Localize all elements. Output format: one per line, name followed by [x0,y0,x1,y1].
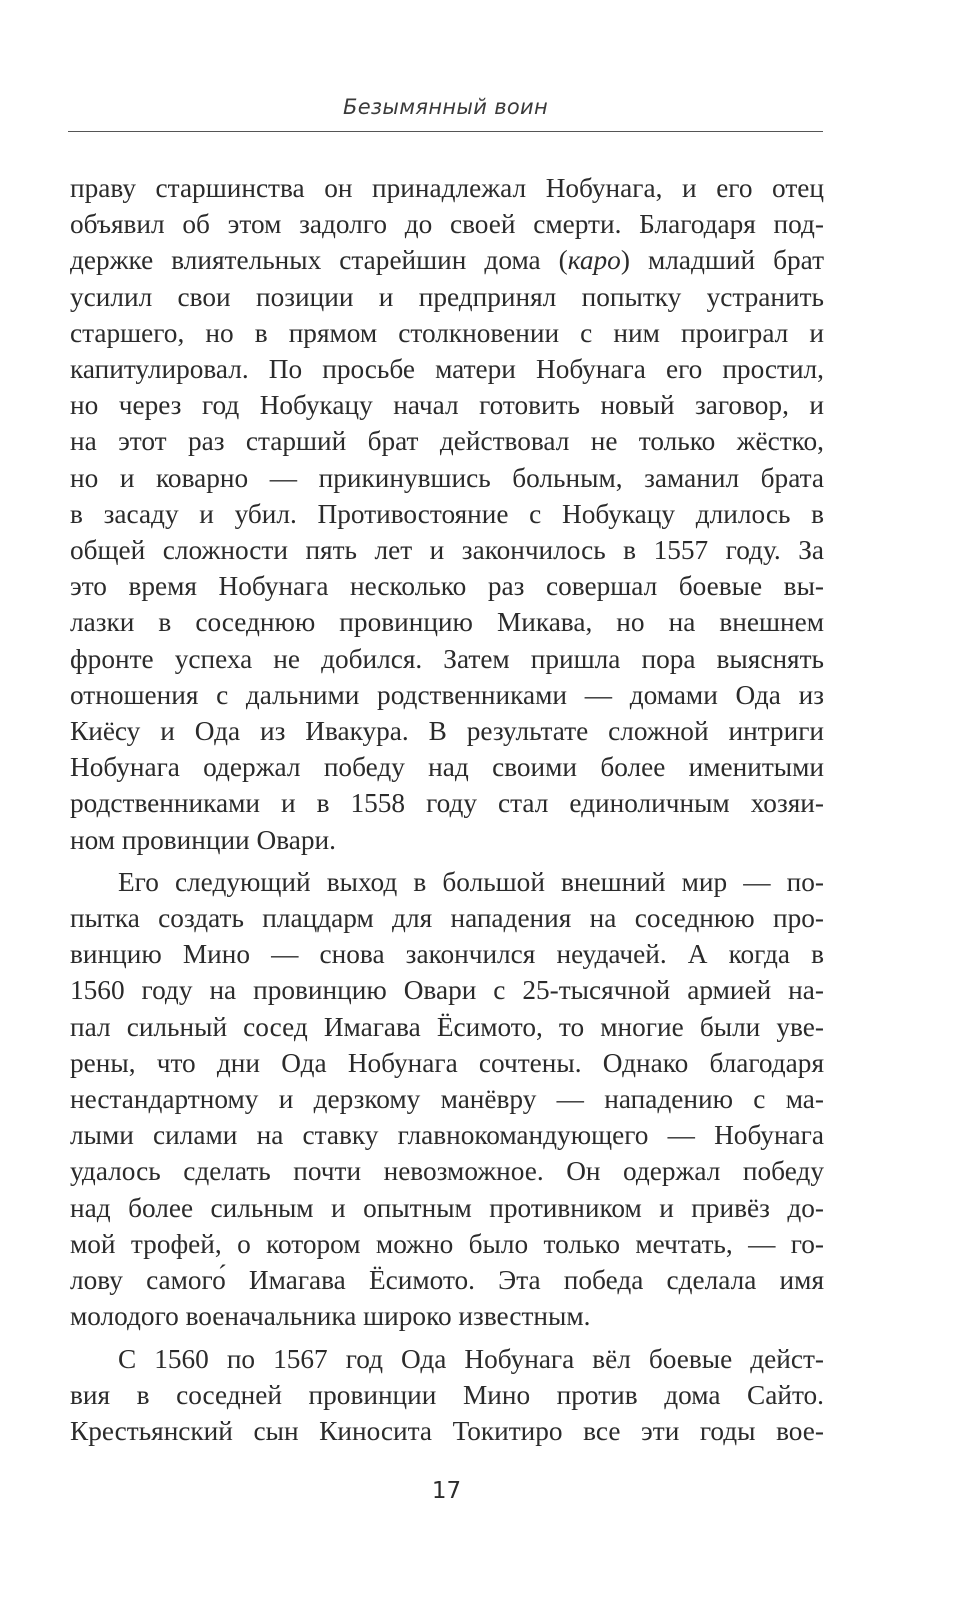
text-line: лазки в соседнюю провинцию Микава, но на внешнем [70,607,824,638]
text-line: праву старшинства он принадлежал Нобунага, и его отец [70,173,824,203]
paragraph [70,170,824,858]
text-line: мой трофей, о котором можно было только мечтать, — го- [70,1228,824,1259]
text-line: лову самого́ Имагава Ёсимото. Эта победа сделала имя [70,1265,824,1296]
text-line: лыми силами на ставку главнокомандующего — Нобунага [70,1120,824,1151]
paragraph [70,1341,824,1450]
text-line: удалось сделать почти невозможное. Он одержал победу [70,1156,824,1187]
text-line: но через год Нобукацу начал готовить новый заговор, и [70,390,824,421]
text-line: но и коварно — прикинувшись больным, заманил брата [70,462,824,493]
text-line: молодого военачальника широко известным. [70,1301,591,1332]
text-line: держке влиятельных старейшин дома (каро) младший брат [70,245,824,276]
text-line: над более сильным и опытным противником и привёз до- [70,1192,824,1223]
text-line: ном провинции Овари. [70,824,336,855]
text-line: нестандартному и дерзкому манёвру — нападению с ма- [70,1084,824,1115]
text-line: общей сложности пять лет и закончилось в 1557 году. За [70,535,824,566]
text-line: вия в соседней провинции Мино против дома Сайто. [70,1379,824,1410]
paragraph [70,864,824,1335]
header-rule [68,131,823,132]
text-line: капитулировал. По просьбе матери Нобунага его простил, [70,354,824,385]
italic-term: каро [567,245,621,276]
text-line: Его следующий выход в большой внешний мир — по- [118,866,824,897]
text-line: в засаду и убил. Противостояние с Нобукацу длилось в [70,498,824,529]
text-line: рены, что дни Ода Нобунага сочтены. Однако благодаря [70,1047,824,1078]
text-line: усилил свои позиции и предпринял попытку устранить [70,281,824,312]
text-line: винцию Мино — снова закончился неудачей. А когда в [70,939,824,970]
text-line: пал сильный сосед Имагава Ёсимото, то многие были уве- [70,1011,824,1042]
text-line: фронте успеха не добился. Затем пришла пора выяснять [70,643,824,674]
text-line: родственниками и в 1558 году стал единоличным хозяи- [70,788,824,819]
text-line: на этот раз старший брат действовал не только жёстко, [70,426,824,457]
text-line: Киёсу и Ода из Ивакура. В результате сложной интриги [70,716,824,747]
text-line: Нобунага одержал победу над своими более именитыми [70,752,824,783]
text-line: пытка создать плацдарм для нападения на соседнюю про- [70,903,824,934]
text-line: С 1560 по 1567 год Ода Нобунага вёл боевые дейст- [118,1343,824,1374]
text-line: Крестьянский сын Киносита Токитиро все эти годы вое- [70,1415,824,1446]
running-header: Безымянный воин [342,95,548,119]
body-text [70,170,824,1449]
text-line: старшего, но в прямом столкновении с ним проиграл и [70,317,824,348]
text-line: объявил об этом задолго до своей смерти. Благодаря под- [70,209,824,240]
text-line: 1560 году на провинцию Овари с 25-тысячной армией на- [70,975,824,1006]
page-number: 17 [431,1478,462,1504]
text-line: отношения с дальними родственниками — домами Ода из [70,679,824,710]
text-line: это время Нобунага несколько раз совершал боевые вы- [70,571,824,602]
